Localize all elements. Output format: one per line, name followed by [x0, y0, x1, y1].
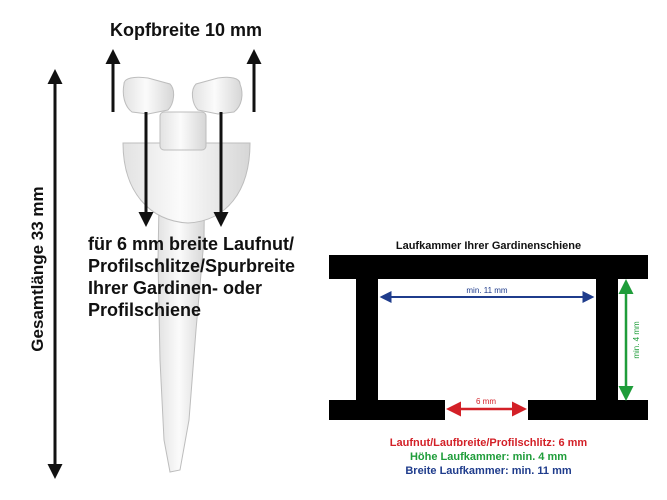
- description-line: Profilschlitze/Spurbreite: [88, 256, 296, 276]
- spec-list: [329, 436, 648, 478]
- slot-width-label: 6 mm: [476, 397, 496, 406]
- rail-bottom-right-bar: [528, 400, 648, 420]
- chamber-title: Laufkammer Ihrer Gardinenschiene: [395, 240, 582, 252]
- slot-description: [88, 233, 328, 321]
- description-line: für 6 mm breite Laufnut/: [88, 234, 295, 254]
- rail-left-wall: [356, 278, 378, 402]
- spec-slot: Laufnut/Laufbreite/Profilschlitz: 6 mm: [389, 437, 588, 449]
- total-length-label: Gesamtlänge 33 mm: [28, 186, 47, 352]
- rail-right-wall: [596, 278, 618, 402]
- chamber-height-label: min. 4 mm: [632, 321, 641, 359]
- spec-width: Breite Laufkammer: min. 11 mm: [405, 465, 572, 477]
- description-line: Ihrer Gardinen- oder: [88, 278, 263, 298]
- rail-top-bar: [329, 255, 648, 279]
- description-line: Profilschiene: [88, 300, 202, 320]
- rail-cross-section: [329, 255, 648, 420]
- chamber-width-label: min. 11 mm: [466, 286, 508, 295]
- spec-height: Höhe Laufkammer: min. 4 mm: [409, 451, 568, 463]
- head-width-label: Kopfbreite 10 mm: [110, 20, 263, 40]
- rail-bottom-left-bar: [329, 400, 445, 420]
